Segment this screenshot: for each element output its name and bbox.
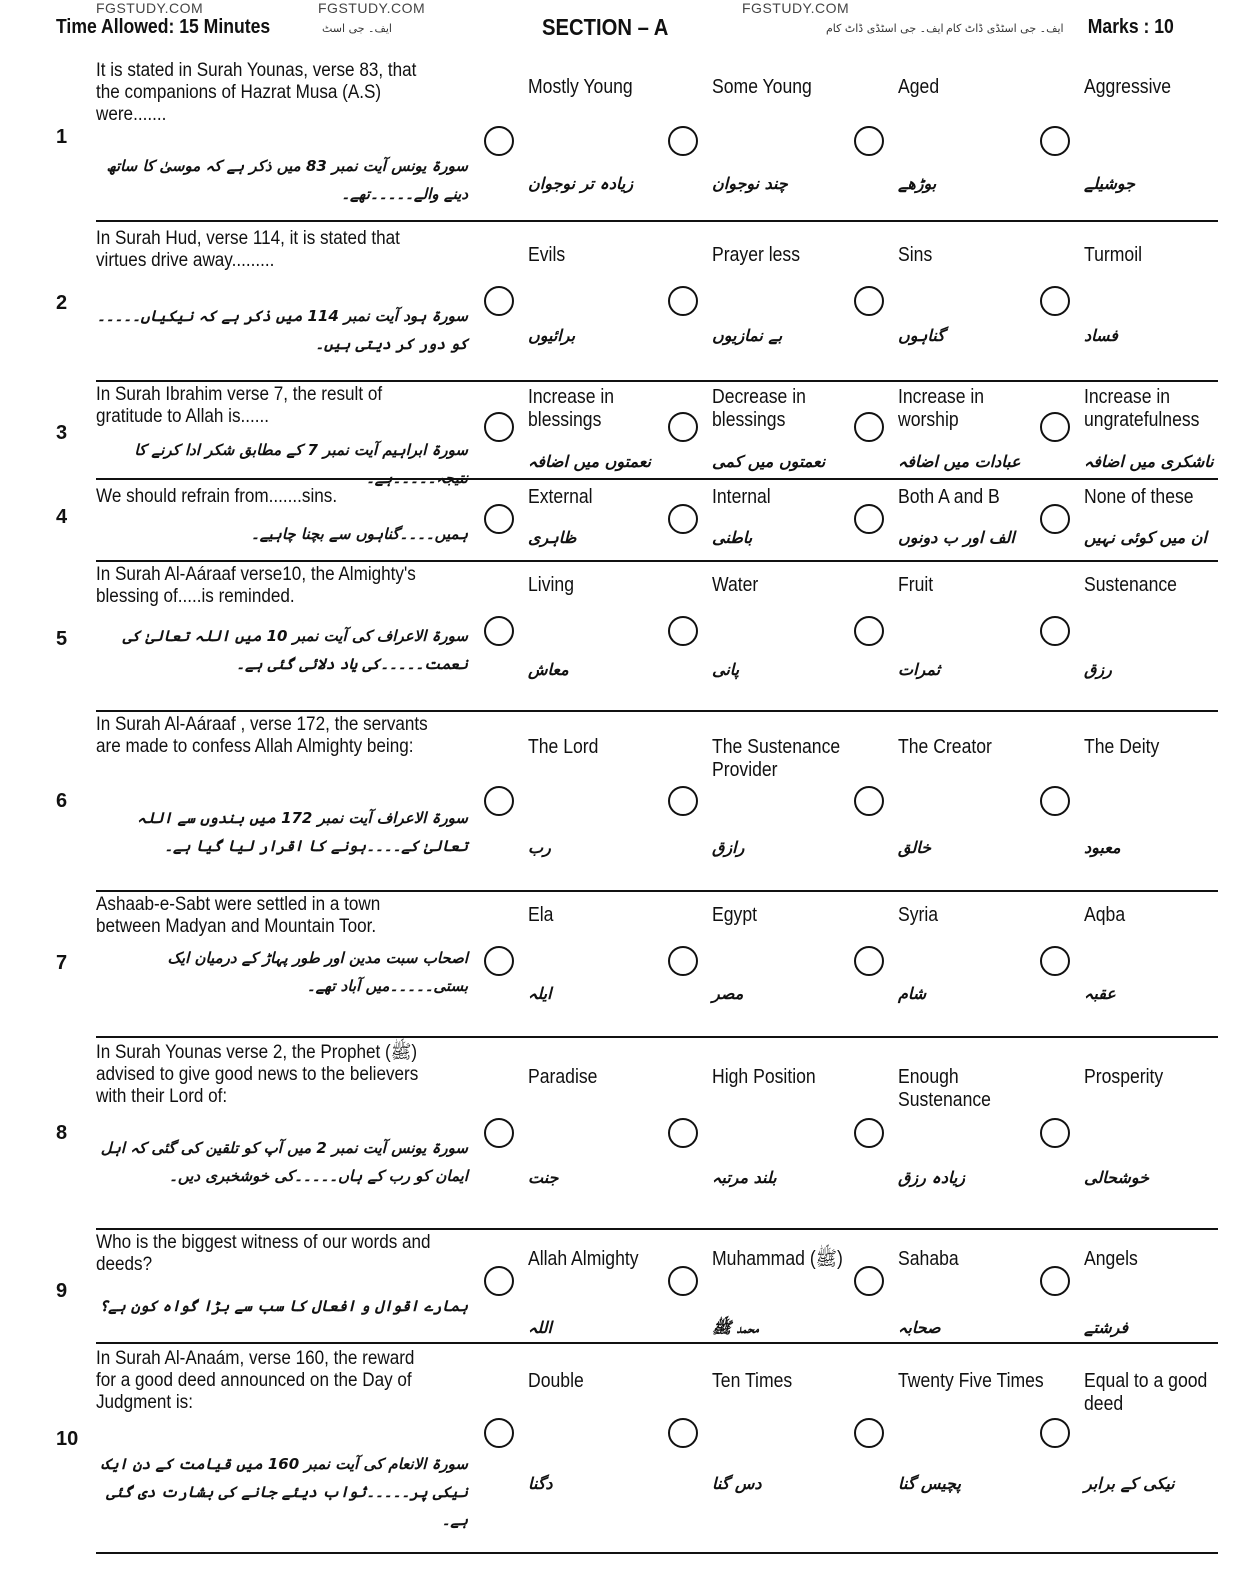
question-text-english: Ashaab-e-Sabt were settled in a town between Madyan and Mountain Toor. (96, 894, 381, 937)
answer-bubble[interactable] (1040, 504, 1070, 534)
question-text-english: In Surah Al-Aáraaf verse10, the Almighty's blessing of.....is reminded. (96, 564, 416, 607)
option-label-english: Increase in ungratefulness (1084, 386, 1200, 431)
question-text-urdu: سورۃ الانعام کی آیت نمبر 160 میں قیامت کے دن ایک نیکی پر۔۔۔۔۔ثواب دیئے جانے کی بشارت دی گئی ہے۔ (101, 1455, 468, 1529)
option-label-english: The Sustenance Provider (712, 736, 841, 781)
option-d (1076, 712, 1250, 892)
question-text-english: In Surah Hud, verse 114, it is stated that virtues drive away......... (96, 228, 400, 271)
answer-bubble[interactable] (484, 616, 514, 646)
option-label-urdu: برائیوں (528, 326, 576, 345)
option-label-urdu: پانی (712, 660, 740, 679)
option-label-english: Sustenance (1084, 574, 1177, 596)
option-label-english: Ten Times (712, 1370, 793, 1392)
option-label-english: Prayer less (712, 244, 801, 266)
time-allowed: Time Allowed: 15 Minutes (56, 16, 271, 38)
answer-bubble[interactable] (854, 786, 884, 816)
option-label-english: Turmoil (1084, 244, 1143, 266)
option-label-urdu: مصر (712, 984, 744, 1003)
answer-bubble[interactable] (668, 412, 698, 442)
option-label-english: Both A and B (898, 486, 1000, 508)
option-label-urdu: فرشتے (1084, 1318, 1129, 1337)
option-label-urdu: گناہوں (898, 326, 945, 345)
answer-bubble[interactable] (1040, 1118, 1070, 1148)
option-label-urdu: رزق (1084, 660, 1112, 679)
option-label-urdu: باطنی (712, 528, 753, 547)
question-number: 4 (56, 506, 68, 528)
question-text-english: In Surah Younas verse 2, the Prophet (ﷺ) advised to give good news to the believers with their Lord of: (96, 1042, 419, 1107)
answer-bubble[interactable] (484, 1418, 514, 1448)
option-b (704, 1344, 889, 1552)
divider (96, 1552, 1218, 1554)
option-label-english: Ela (528, 904, 554, 926)
option-label-english: Aggressive (1084, 76, 1172, 98)
answer-bubble[interactable] (668, 1118, 698, 1148)
option-label-english: Evils (528, 244, 566, 266)
option-label-english: Enough Sustenance (898, 1066, 991, 1111)
option-label-urdu: معبود (1084, 838, 1121, 857)
option-label-english: Sahaba (898, 1248, 959, 1270)
question-text-urdu: ہمارے اقوال و افعال کا سب سے بڑا گواہ کون ہے؟ (99, 1297, 468, 1315)
option-label-english: Aqba (1084, 904, 1126, 926)
answer-bubble[interactable] (854, 616, 884, 646)
option-label-urdu: پچیس گنا (898, 1474, 961, 1493)
option-d (1076, 1230, 1250, 1344)
option-label-english: Twenty Five Times (898, 1370, 1044, 1392)
option-d (1076, 56, 1250, 222)
option-label-urdu: محمد ﷺ (712, 1318, 759, 1337)
option-label-english: Increase in blessings (528, 386, 615, 431)
question-text-urdu: ہمیں۔۔۔۔گناہوں سے بچنا چاہیے۔ (250, 525, 468, 543)
option-label-urdu: بوڑھے (898, 174, 937, 193)
question-text-urdu: سورۃ یونس آیت نمبر 83 میں ذکر ہے کہ موسیٰ کا ساتھ دینے والے۔۔۔۔۔تھے۔ (106, 157, 468, 203)
answer-bubble[interactable] (484, 946, 514, 976)
question-number: 10 (56, 1428, 79, 1450)
option-label-urdu: معاش (528, 660, 569, 679)
answer-bubble[interactable] (1040, 412, 1070, 442)
answer-bubble[interactable] (1040, 1418, 1070, 1448)
answer-bubble[interactable] (484, 286, 514, 316)
question-text-english: We should refrain from.......sins. (96, 486, 338, 507)
option-label-urdu: خالق (898, 838, 931, 857)
question-number: 7 (56, 952, 68, 974)
answer-bubble[interactable] (668, 1418, 698, 1448)
question-3 (56, 382, 1218, 487)
option-d (1076, 382, 1250, 480)
option-label-urdu: ناشکری میں اضافہ (1084, 452, 1214, 471)
question-number: 1 (56, 126, 68, 148)
option-label-english: External (528, 486, 593, 508)
question-text-english: In Surah Al-Aáraaf , verse 172, the servants are made to confess Allah Almighty being: (96, 714, 428, 757)
option-label-urdu: ان میں کوئی نہیں (1084, 528, 1207, 547)
option-label-english: Equal to a good deed (1084, 1370, 1208, 1415)
question-9 (56, 1230, 1218, 1344)
answer-bubble[interactable] (854, 126, 884, 156)
option-label-urdu: صحابہ (898, 1318, 941, 1337)
option-d (1076, 222, 1250, 382)
option-label-urdu: اللہ (528, 1318, 552, 1337)
question-text-english: It is stated in Surah Younas, verse 83, that the companions of Hazrat Musa (A.S) were....... (96, 60, 417, 125)
answer-bubble[interactable] (668, 946, 698, 976)
answer-bubble[interactable] (484, 1118, 514, 1148)
answer-bubble[interactable] (854, 1118, 884, 1148)
option-label-urdu: بے نمازیوں (712, 326, 783, 345)
option-label-english: Internal (712, 486, 771, 508)
answer-bubble[interactable] (854, 504, 884, 534)
answer-bubble[interactable] (484, 1266, 514, 1296)
watermark: FGSTUDY.COM (742, 0, 850, 16)
answer-bubble[interactable] (484, 126, 514, 156)
option-label-english: The Deity (1084, 736, 1160, 758)
question-number: 9 (56, 1280, 68, 1302)
question-number: 3 (56, 422, 68, 444)
option-label-english: Double (528, 1370, 584, 1392)
option-label-english: Fruit (898, 574, 934, 596)
option-label-urdu: رازق (712, 838, 745, 857)
answer-bubble[interactable] (668, 786, 698, 816)
answer-bubble[interactable] (484, 412, 514, 442)
option-label-english: Living (528, 574, 574, 596)
option-d (1076, 1038, 1250, 1230)
option-label-urdu: الف اور ب دونوں (898, 528, 1015, 547)
option-label-urdu: خوشحالی (1084, 1168, 1149, 1187)
option-label-english: Mostly Young (528, 76, 633, 98)
option-label-english: None of these (1084, 486, 1194, 508)
answer-bubble[interactable] (484, 504, 514, 534)
option-label-english: Angels (1084, 1248, 1138, 1270)
question-number: 8 (56, 1122, 68, 1144)
option-d (1076, 562, 1250, 712)
question-8 (56, 1038, 1218, 1230)
question-text-english: In Surah Ibrahim verse 7, the result of gratitude to Allah is...... (96, 384, 383, 427)
answer-bubble[interactable] (668, 126, 698, 156)
question-10 (56, 1344, 1218, 1552)
option-label-urdu: نعمتوں میں کمی (712, 452, 826, 471)
option-label-english: Egypt (712, 904, 758, 926)
option-label-urdu: نعمتوں میں اضافہ (528, 452, 651, 471)
paper-header (56, 14, 1210, 48)
answer-bubble[interactable] (1040, 616, 1070, 646)
header-urdu-note: ایف۔ جی اسٹڈی ڈاٹ کام (826, 22, 944, 35)
option-label-urdu: بلند مرتبہ (712, 1168, 777, 1187)
question-number: 2 (56, 292, 68, 314)
option-label-english: The Lord (528, 736, 599, 758)
option-label-urdu: جوشیلے (1084, 174, 1136, 193)
option-label-english: High Position (712, 1066, 816, 1088)
option-a (520, 1344, 705, 1552)
question-6 (56, 712, 1218, 892)
option-label-urdu: زیادہ رزق (898, 1168, 965, 1187)
question-text-english: In Surah Al-Anaám, verse 160, the reward for a good deed announced on the Day of Judgment is: (96, 1348, 415, 1413)
question-text-urdu: سورۃ ہود آیت نمبر 114 میں ذکر ہے کہ نیکیاں۔۔۔۔۔کو دور کر دیتی ہیں۔ (96, 307, 468, 353)
answer-bubble[interactable] (484, 786, 514, 816)
question-4 (56, 480, 1218, 562)
watermark: FGSTUDY.COM (318, 0, 426, 16)
answer-bubble[interactable] (854, 946, 884, 976)
answer-bubble[interactable] (854, 1418, 884, 1448)
option-label-english: Allah Almighty (528, 1248, 639, 1270)
answer-bubble[interactable] (1040, 126, 1070, 156)
question-text-urdu: سورۃ الاعراف کی آیت نمبر 10 میں اللہ تعالیٰ کی نعمت۔۔۔۔۔کی یاد دلائی گئی ہے۔ (122, 627, 468, 673)
question-text-urdu: سورۃ یونس آیت نمبر 2 میں آپ کو تلقین کی گئی کہ اہل ایمان کو رب کے ہاں۔۔۔۔۔کی خوشخبری دیں۔ (100, 1139, 468, 1185)
answer-bubble[interactable] (1040, 1266, 1070, 1296)
answer-bubble[interactable] (668, 286, 698, 316)
question-2 (56, 222, 1218, 382)
option-label-urdu: زیادہ تر نوجوان (528, 174, 634, 193)
option-label-urdu: عبادات میں اضافہ (898, 452, 1021, 471)
header-urdu-note: ایف۔ جی اسٹ (322, 22, 392, 35)
option-label-urdu: دگنا (528, 1474, 553, 1493)
option-label-english: Muhammad (ﷺ) (712, 1248, 843, 1270)
option-d (1076, 480, 1250, 562)
option-label-urdu: ثمرات (898, 660, 941, 679)
question-text-english: Who is the biggest witness of our words and deeds? (96, 1232, 431, 1275)
answer-bubble[interactable] (854, 286, 884, 316)
option-label-urdu: ایلہ (528, 984, 552, 1003)
answer-bubble[interactable] (854, 412, 884, 442)
option-label-urdu: جنت (528, 1168, 559, 1187)
option-d (1076, 892, 1250, 1038)
option-label-urdu: عقبہ (1084, 984, 1116, 1003)
answer-bubble[interactable] (1040, 286, 1070, 316)
option-label-english: Sins (898, 244, 933, 266)
watermark: FGSTUDY.COM (96, 0, 204, 16)
question-text-urdu: اصحاب سبت مدین اور طور پہاڑ کے درمیان ایک بستی۔۔۔۔۔میں آباد تھے۔ (167, 949, 468, 995)
answer-bubble[interactable] (668, 616, 698, 646)
option-label-urdu: دس گنا (712, 1474, 762, 1493)
option-c (890, 1344, 1075, 1552)
question-7 (56, 892, 1218, 1038)
option-label-english: Syria (898, 904, 939, 926)
question-text-urdu: سورۃ ابراہیم آیت نمبر 7 کے مطابق شکر ادا کرنے کا نتیجہ۔۔۔۔۔ہے۔ (134, 441, 468, 487)
question-number: 6 (56, 790, 68, 812)
option-label-english: Decrease in blessings (712, 386, 806, 431)
question-5 (56, 562, 1218, 712)
option-label-english: Some Young (712, 76, 812, 98)
question-1 (56, 56, 1218, 222)
option-label-english: Aged (898, 76, 940, 98)
answer-bubble[interactable] (1040, 786, 1070, 816)
option-d (1076, 1344, 1250, 1552)
answer-bubble[interactable] (854, 1266, 884, 1296)
option-label-urdu: ظاہری (528, 528, 577, 547)
question-number: 5 (56, 628, 68, 650)
header-urdu-note: ایف۔ جی اسٹڈی ڈاٹ کام (946, 22, 1064, 35)
answer-bubble[interactable] (668, 504, 698, 534)
section-title: SECTION – A (542, 14, 669, 40)
option-label-urdu: فساد (1084, 326, 1118, 345)
option-label-english: Prosperity (1084, 1066, 1164, 1088)
option-label-english: Water (712, 574, 759, 596)
answer-bubble[interactable] (668, 1266, 698, 1296)
option-label-english: Increase in worship (898, 386, 985, 431)
option-label-urdu: شام (898, 984, 927, 1003)
option-label-urdu: چند نوجوان (712, 174, 788, 193)
option-label-english: Paradise (528, 1066, 598, 1088)
option-label-urdu: نیکی کے برابر (1084, 1474, 1175, 1493)
answer-bubble[interactable] (1040, 946, 1070, 976)
option-label-urdu: رب (528, 838, 551, 857)
marks: Marks : 10 (1087, 16, 1174, 38)
option-label-english: The Creator (898, 736, 992, 758)
question-text-urdu: سورۃ الاعراف آیت نمبر 172 میں بندوں سے اللہ تعالیٰ کے۔۔۔۔ہونے کا اقرار لیا گیا ہے۔ (137, 809, 468, 855)
